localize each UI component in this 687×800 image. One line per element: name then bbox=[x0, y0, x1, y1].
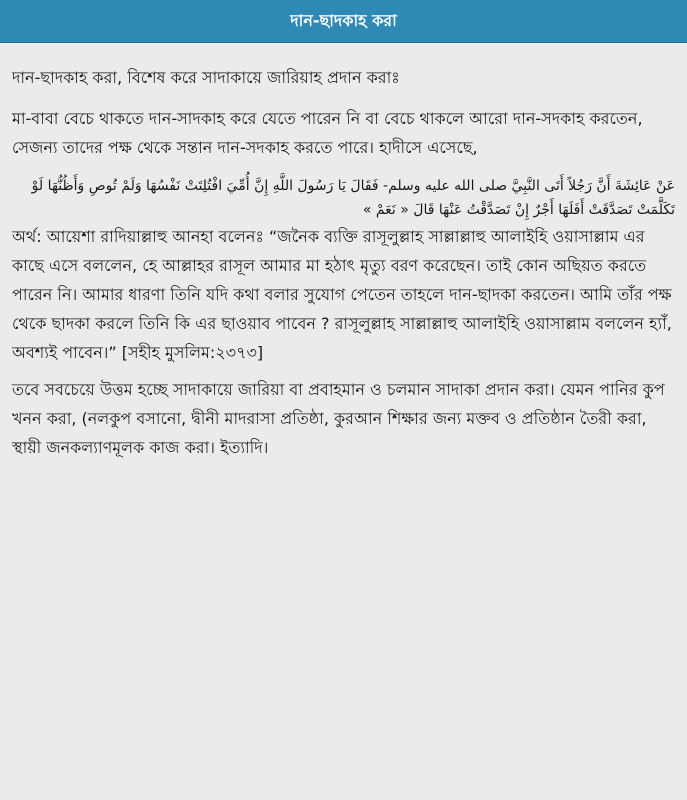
article-content bbox=[0, 43, 687, 462]
arabic-hadith: عَنْ عَائِشَةَ أَنَّ رَجُلاً أَتَى النَّبِيَّ صلى الله عليه وسلم- فَقَالَ يَا رَسُولَ اللَّهِ إِنَّ أُمِّيَ افْتُلِتَتْ نَفْسُهَا وَلَمْ تُوصِ وَأَظُنُّهَا لَوْ تَكَلَّمَتْ تَصَدَّقَتْ أَفَلَهَا أَجْرٌ إِنْ تَصَدَّقْتُ عَنْهَا قَالَ « نَعَمْ » bbox=[31, 178, 675, 218]
app-header bbox=[0, 0, 687, 43]
paragraph-sadaqah-jariyah: তবে সবচেয়ে উত্তম হচ্ছে সাদাকায়ে জারিয়া বা প্রবাহমান ও চলমান সাদাকা প্রদান করা। যেমন পানির কুপ খনন করা, (নলকুপ বসানো, দ্বীনী মাদরাসা প্রতিষ্ঠা, কুরআন শিক্ষার জন্য মক্তব ও প্রতিষ্ঠান তৈরী করা, স্থায়ী জনকল্যাণমূলক কাজ করা। ইত্যাদি। bbox=[12, 380, 665, 457]
paragraph-parents: মা-বাবা বেচে থাকতে দান-সাদকাহ করে যেতে পারেন নি বা বেচে থাকলে আরো দান-সদকাহ করতেন, সেজন্য তাদের পক্ষ থেকে সন্তান দান-সদকাহ করতে পারে। হাদীসে এসেছে, bbox=[12, 109, 643, 157]
intro-text: দান-ছাদকাহ করা, বিশেষ করে সাদাকায়ে জারিয়াহ প্রদান করাঃ bbox=[12, 68, 400, 87]
page-title: দান-ছাদকাহ করা bbox=[290, 10, 397, 30]
hadith-translation: অর্থ: আয়েশা রাদিয়াল্লাহু আনহা বলেনঃ “জনৈক ব্যক্তি রাসূলুল্লাহ সাল্লাল্লাহু আলাইহি ওয়াসাল্লাম এর কাছে এসে বললেন, হে আল্লাহর রাসূল আমার মা হঠাৎ মৃত্যু বরণ করেছেন। তাই কোন অছিয়ত করতে পারেন নি। আমার ধারণা তিনি যদি কথা বলার সুযোগ পেতেন তাহলে দান-ছাদকা করতেন। আমি তাঁর পক্ষ থেকে ছাদকা করলে তিনি কি এর ছাওয়াব পাবেন ? রাসূলুল্লাহ সাল্লাল্লাহু আলাইহি ওয়াসাল্লাম বললেন হ্যাঁ, অবশ্যই পাবেন।” [সহীহ মুসলিম:২৩৭৩] bbox=[12, 227, 672, 362]
